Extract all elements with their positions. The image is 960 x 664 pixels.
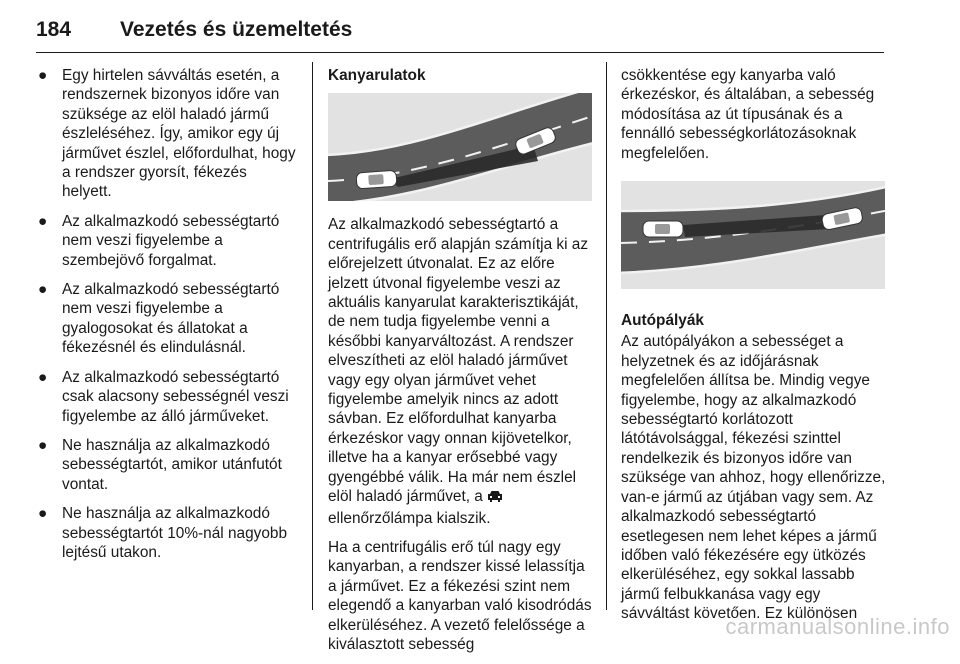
paragraph-text: Az alkalmazkodó sebességtartó a centrifugális erő alapján számítja ki az előrejelzett útvonalat. Ez az előre jelzett útvonal figyelembe veszi az aktuális kanyarulat karakterisztikáját, de nem tudja figyelembe venni a későbbi kanyarváltozást. A rendszer elveszítheti az elöl haladó járművet vagy egy olyan járművet vehet figyelembe amelyik nincs az adott sávban. Ez előfordulhat kanyarba érkezéskor vagy onnan kijövetelkor, illetve ha a kanyar erősebbé vagy gyengébbé válik. Ha már nem észlel elöl haladó járművet, a bbox=[328, 216, 589, 506]
section-heading-curves: Kanyarulatok bbox=[328, 67, 426, 84]
list-item-text: Ne használja az alkalmazkodó sebességtartót, amikor utánfutót vontat. bbox=[62, 436, 282, 493]
bullet-dot: ● bbox=[38, 212, 48, 230]
list-item-text: Az alkalmazkodó sebességtartó csak alacsony sebességnél veszi figyelembe az álló járműveket. bbox=[62, 368, 289, 425]
column-2 bbox=[328, 66, 592, 664]
list-item bbox=[36, 280, 298, 358]
paragraph: csökkentése egy kanyarba való érkezéskor, és általában, a sebesség módosítása az út típusának és a fennálló sebességkorlátozásoknak megfelelően. bbox=[621, 67, 875, 162]
list-item-text: Az alkalmazkodó sebességtartó nem veszi figyelembe a szembejövő forgalmat. bbox=[62, 212, 280, 269]
list-item bbox=[36, 66, 298, 202]
paragraph-text: ellenőrzőlámpa kialszik. bbox=[328, 509, 491, 527]
page-header bbox=[36, 18, 884, 53]
section-heading-highways: Autópályák bbox=[621, 312, 704, 330]
page-number: 184 bbox=[36, 18, 72, 41]
bullet-dot: ● bbox=[38, 368, 48, 386]
list-item bbox=[36, 368, 298, 426]
list-item-text: Egy hirtelen sávváltás esetén, a rendszernek bizonyos időre van szüksége az elöl haladó jármű észleléséhez. Így, amikor egy új járművet észlel, előfordulhat, hogy a rendszer gyorsít, fékezés helyett. bbox=[62, 67, 296, 201]
column-1 bbox=[36, 66, 298, 572]
watermark: carmanualsonline.info bbox=[725, 614, 950, 639]
column-divider bbox=[606, 62, 607, 610]
bullet-dot: ● bbox=[38, 67, 48, 84]
paragraph: Ha a centrifugális erő túl nagy egy kanyarban, a rendszer kissé lelassítja a járművet. Ez a fékezési szint nem elegendő a kanyarban való kisodródás elkerüléséhez. A vezető felelőssége a kiválasztott sebesség bbox=[328, 538, 592, 653]
car-front-icon bbox=[487, 489, 503, 508]
curve-illustration bbox=[328, 93, 592, 201]
page-title: Vezetés és üzemeltetés bbox=[120, 18, 353, 41]
list-item-text: Ne használja az alkalmazkodó sebességtartót 10%-nál nagyobb lejtésű utakon. bbox=[62, 505, 288, 561]
paragraph bbox=[328, 215, 592, 528]
list-item bbox=[36, 436, 298, 494]
column-3 bbox=[621, 66, 886, 634]
list-item bbox=[36, 504, 298, 562]
bullet-dot: ● bbox=[38, 281, 48, 299]
bullet-dot: ● bbox=[38, 505, 48, 523]
bullet-dot: ● bbox=[38, 436, 48, 454]
paragraph: Az autópályákon a sebességet a helyzetnek és az időjárásnak megfelelően állítsa be. Mindig vegye figyelembe, hogy az alkalmazkodó sebességtartó korlátozott látótávolsággal, fékezési szinttel rendelkezik és bizonyos időre van szüksége van ahhoz, hogy ellenőrizze, van-e jármű az útjában vagy sem. Az alkalmazkodó sebességtartó esetlegesen nem lehet képes a jármű időben való fékezésére egy ütközés elkerüléséhez, egy sokkal lassabb jármű felbukkanása vagy egy sávváltást követően. Ez különösen bbox=[621, 333, 886, 623]
list-item-text: Az alkalmazkodó sebességtartó nem veszi figyelembe a gyalogosokat és állatokat a fékezésnél és elindulásnál. bbox=[62, 281, 280, 357]
highway-illustration bbox=[621, 181, 885, 289]
list-item bbox=[36, 212, 298, 270]
column-divider bbox=[312, 62, 313, 610]
